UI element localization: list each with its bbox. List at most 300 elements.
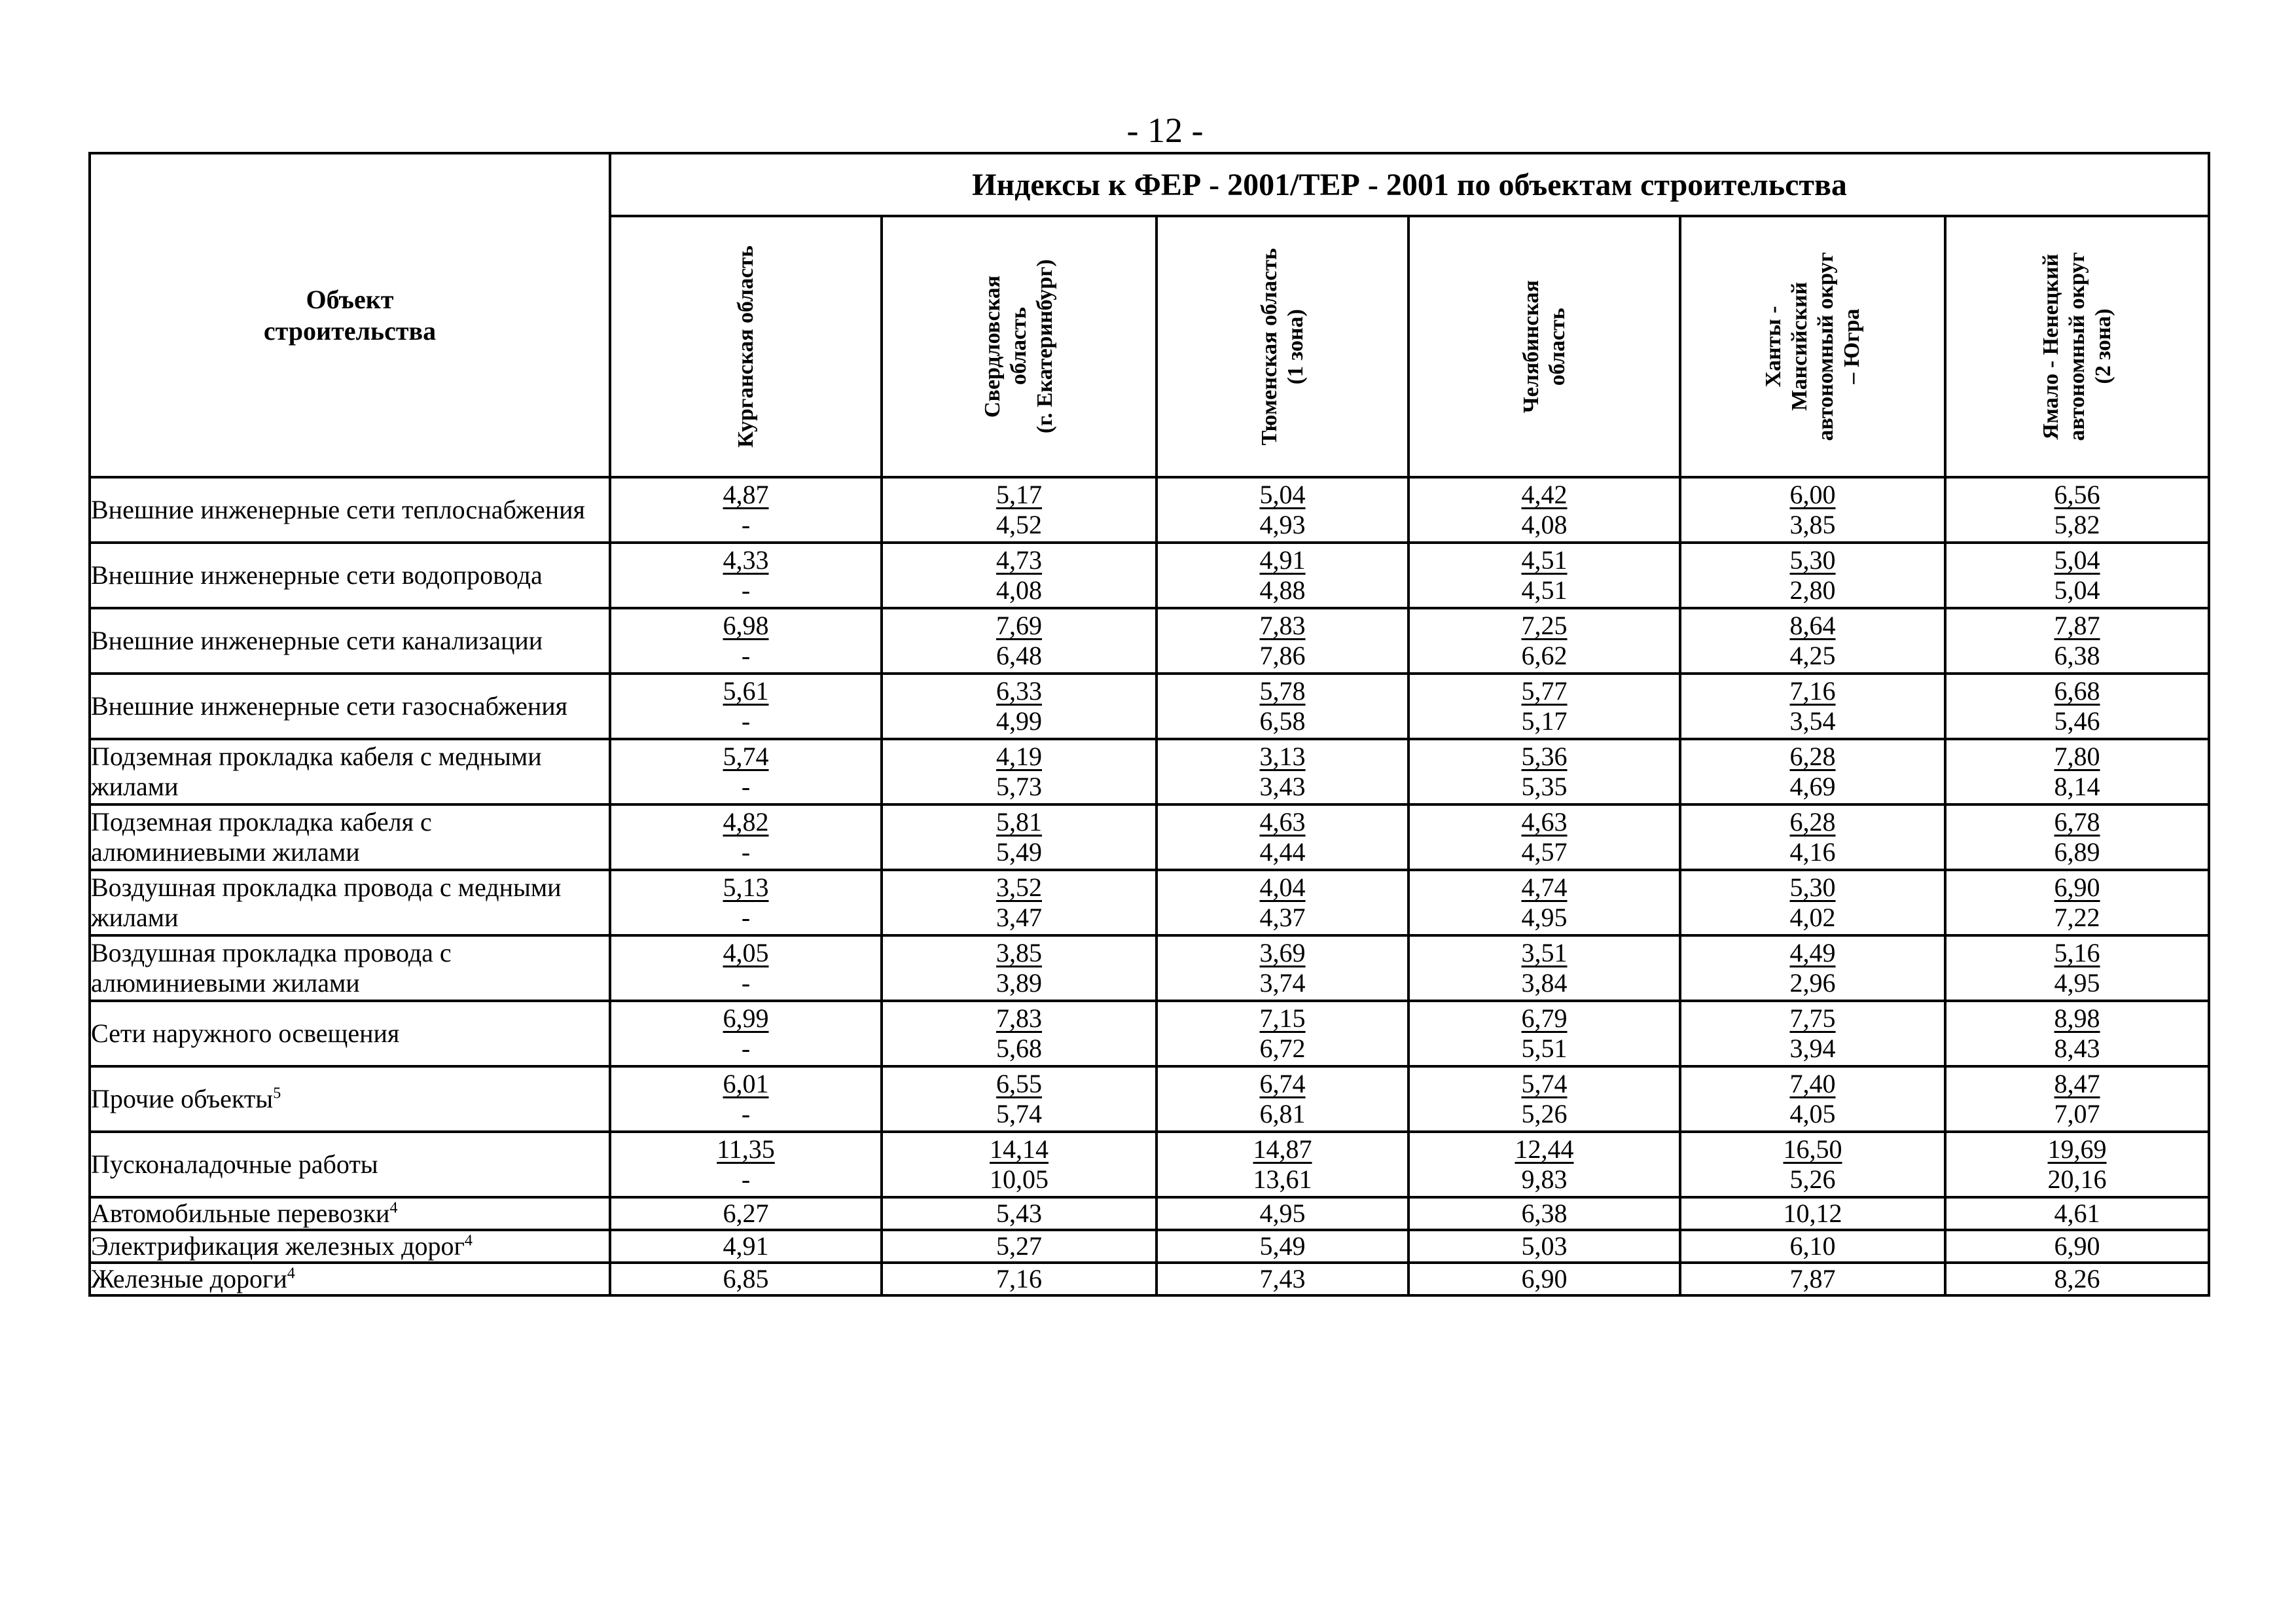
- index-value-bottom: 5,73: [996, 772, 1042, 801]
- object-name: Внешние инженерные сети канализации: [91, 626, 543, 655]
- index-value-top: [883, 676, 1155, 706]
- index-value-top-text: 4,63: [1259, 807, 1306, 837]
- index-value-top: [883, 480, 1155, 510]
- index-value-top-text: 6,33: [996, 676, 1042, 706]
- index-value-top-text: 5,13: [723, 873, 769, 902]
- index-cell: [1157, 1001, 1408, 1066]
- index-value-top-text: 7,25: [1521, 611, 1568, 640]
- index-cell: [882, 739, 1157, 804]
- index-value-top: [611, 742, 880, 772]
- index-value-top-text: 3,51: [1521, 938, 1568, 967]
- table-row: [90, 1263, 2209, 1295]
- index-cell: [1157, 1132, 1408, 1197]
- index-cell: [1680, 935, 1945, 1001]
- index-cell: [882, 870, 1157, 935]
- index-value-top-text: 5,61: [723, 676, 769, 706]
- index-value-top-text: 6,79: [1521, 1003, 1568, 1033]
- index-value-top-text: 6,90: [2054, 873, 2100, 902]
- index-value-top: [1410, 873, 1679, 903]
- object-name: Воздушная прокладка провода с алюминиевыми жилами: [91, 938, 452, 998]
- index-cell: [1680, 674, 1945, 739]
- index-value-bottom: 5,68: [996, 1034, 1042, 1063]
- index-cell: [1157, 1066, 1408, 1132]
- index-value-bottom: 4,44: [1259, 837, 1306, 867]
- index-cell: [1408, 1132, 1680, 1197]
- index-cell: [1157, 674, 1408, 739]
- index-cell: 4,61: [1945, 1197, 2209, 1230]
- index-cell: 5,43: [882, 1197, 1157, 1230]
- index-value-top: [1410, 1003, 1679, 1034]
- index-value-top: [1410, 807, 1679, 837]
- index-value-top: [1681, 1003, 1944, 1034]
- index-value-top-text: 5,30: [1789, 545, 1836, 575]
- index-value-bottom: 4,16: [1789, 837, 1836, 867]
- index-value-top-text: 8,64: [1789, 611, 1836, 640]
- index-cell: [610, 543, 882, 608]
- index-value-bottom: 13,61: [1253, 1164, 1312, 1194]
- index-value-top-text: 4,19: [996, 742, 1042, 771]
- table-row: [90, 1230, 2209, 1263]
- index-cell: [610, 935, 882, 1001]
- index-value-top-text: 5,78: [1259, 676, 1306, 706]
- index-value-top-text: 7,15: [1259, 1003, 1306, 1033]
- object-name: Подземная прокладка кабеля с алюминиевыми жилами: [91, 807, 432, 867]
- index-value-top: [1946, 1069, 2208, 1099]
- object-column-header: [90, 153, 610, 477]
- index-value-top-text: 14,87: [1253, 1134, 1312, 1164]
- index-value-bottom: 6,81: [1259, 1099, 1306, 1128]
- index-value-bottom: 6,72: [1259, 1034, 1306, 1063]
- index-cell: [1157, 870, 1408, 935]
- region-header: [1408, 216, 1680, 477]
- object-name: Воздушная прокладка провода с медными жилами: [91, 873, 562, 932]
- index-value-bottom: -: [741, 1099, 751, 1128]
- index-value-bottom: 5,82: [2054, 510, 2100, 539]
- table-title: Индексы к ФЕР - 2001/ТЕР - 2001 по объектам строительства: [610, 153, 2209, 216]
- index-value-top-text: 5,17: [996, 480, 1042, 509]
- index-value-top: [611, 938, 880, 968]
- index-value-bottom: 4,95: [1521, 903, 1568, 932]
- index-value-top-text: 5,77: [1521, 676, 1568, 706]
- index-value-bottom: 8,14: [2054, 772, 2100, 801]
- index-cell: [1408, 739, 1680, 804]
- object-name-cell: [90, 739, 610, 804]
- index-value-bottom: 7,07: [2054, 1099, 2100, 1128]
- index-value-bottom: 4,08: [1521, 510, 1568, 539]
- index-value-top-text: 6,98: [723, 611, 769, 640]
- index-cell: [610, 1066, 882, 1132]
- table-row: [90, 543, 2209, 608]
- object-name-cell: [90, 1066, 610, 1132]
- index-value-top-text: 4,04: [1259, 873, 1306, 902]
- object-name: Внешние инженерные сети водопровода: [91, 560, 543, 590]
- index-value-bottom: 4,99: [996, 706, 1042, 736]
- index-value-top-text: 7,75: [1789, 1003, 1836, 1033]
- index-value-top-text: 8,98: [2054, 1003, 2100, 1033]
- index-value-top-text: 5,16: [2054, 938, 2100, 967]
- object-header-text: Объект строительства: [263, 284, 437, 346]
- index-value-top-text: 7,40: [1789, 1069, 1836, 1098]
- index-cell: 10,12: [1680, 1197, 1945, 1230]
- index-value-bottom: 4,37: [1259, 903, 1306, 932]
- table-row: [90, 477, 2209, 543]
- index-value-top: [1410, 676, 1679, 706]
- index-value-top: [883, 873, 1155, 903]
- index-value-bottom: 5,17: [1521, 706, 1568, 736]
- index-value-top: [1946, 480, 2208, 510]
- index-value-top-text: 4,51: [1521, 545, 1568, 575]
- index-value-top: [1681, 1134, 1944, 1164]
- index-value-top-text: 4,49: [1789, 938, 1836, 967]
- index-cell: [1408, 870, 1680, 935]
- index-value-top: [1410, 938, 1679, 968]
- table-body: [90, 477, 2209, 1295]
- index-cell: [1680, 804, 1945, 870]
- index-value-bottom: 4,02: [1789, 903, 1836, 932]
- object-name: Сети наружного освещения: [91, 1019, 400, 1048]
- page-number: - 12 -: [1126, 111, 1204, 150]
- index-cell: [1680, 1001, 1945, 1066]
- index-value-bottom: -: [741, 1164, 751, 1194]
- index-cell: [1680, 1132, 1945, 1197]
- index-value-top: [611, 807, 880, 837]
- index-cell: 5,03: [1408, 1230, 1680, 1263]
- index-cell: 7,16: [882, 1263, 1157, 1295]
- index-value-top-text: 3,85: [996, 938, 1042, 967]
- index-cell: [610, 674, 882, 739]
- table-row: [90, 1197, 2209, 1230]
- index-value-top: [883, 807, 1155, 837]
- footnote-mark: 4: [389, 1199, 398, 1217]
- index-value-top: [883, 938, 1155, 968]
- index-cell: [1157, 477, 1408, 543]
- index-cell: 4,91: [610, 1230, 882, 1263]
- index-value-bottom: 7,22: [2054, 903, 2100, 932]
- index-value-bottom: 6,58: [1259, 706, 1306, 736]
- table-row: [90, 935, 2209, 1001]
- region-header: [1157, 216, 1408, 477]
- index-cell: 6,90: [1945, 1230, 2209, 1263]
- index-cell: [882, 804, 1157, 870]
- index-cell: [1945, 935, 2209, 1001]
- index-value-top-text: 4,91: [1259, 545, 1306, 575]
- index-cell: [610, 1132, 882, 1197]
- index-value-top-text: 4,33: [723, 545, 769, 575]
- index-cell: [882, 1132, 1157, 1197]
- index-value-top: [1681, 1069, 1944, 1099]
- index-value-bottom: 5,26: [1521, 1099, 1568, 1128]
- index-value-top-text: 6,68: [2054, 676, 2100, 706]
- index-value-top: [611, 1069, 880, 1099]
- index-value-top-text: 5,04: [2054, 545, 2100, 575]
- index-cell: [1945, 739, 2209, 804]
- index-value-top: [1158, 545, 1407, 575]
- index-value-top: [1410, 1069, 1679, 1099]
- index-value-bottom: 2,96: [1789, 968, 1836, 998]
- index-value-top: [1946, 742, 2208, 772]
- index-value-bottom: 10,05: [990, 1164, 1049, 1194]
- footnote-mark: 5: [273, 1085, 281, 1102]
- index-value-bottom: 4,93: [1259, 510, 1306, 539]
- object-name: Железные дороги: [91, 1264, 287, 1293]
- index-value-top: [1410, 1134, 1679, 1164]
- index-cell: [1680, 739, 1945, 804]
- index-value-top-text: 5,74: [1521, 1069, 1568, 1098]
- object-name-cell: [90, 1001, 610, 1066]
- index-cell: [1157, 804, 1408, 870]
- index-value-top: [1158, 1134, 1407, 1164]
- index-value-bottom: 3,43: [1259, 772, 1306, 801]
- index-value-bottom: 6,62: [1521, 641, 1568, 670]
- index-value-top-text: 5,30: [1789, 873, 1836, 902]
- index-value-top: [1410, 545, 1679, 575]
- index-value-top: [1946, 1003, 2208, 1034]
- index-value-bottom: 4,57: [1521, 837, 1568, 867]
- index-value-top: [611, 611, 880, 641]
- index-value-bottom: 6,48: [996, 641, 1042, 670]
- footnote-mark: 4: [464, 1232, 473, 1250]
- index-value-top: [611, 480, 880, 510]
- region-header: [610, 216, 882, 477]
- index-value-bottom: 5,04: [2054, 575, 2100, 605]
- index-value-top: [1410, 480, 1679, 510]
- index-value-bottom: 6,38: [2054, 641, 2100, 670]
- index-value-bottom: -: [741, 575, 751, 605]
- index-cell: [1408, 935, 1680, 1001]
- index-value-top: [1681, 742, 1944, 772]
- region-header-label: Тюменская область (1 зона): [1257, 247, 1308, 446]
- index-cell: [610, 608, 882, 674]
- table-row: [90, 674, 2209, 739]
- index-value-top: [883, 742, 1155, 772]
- index-value-top-text: 4,73: [996, 545, 1042, 575]
- index-cell: 6,27: [610, 1197, 882, 1230]
- object-name: Подземная прокладка кабеля с медными жилами: [91, 742, 542, 801]
- index-value-bottom: 5,51: [1521, 1034, 1568, 1063]
- index-value-top: [611, 1003, 880, 1034]
- table-row: [90, 608, 2209, 674]
- index-value-bottom: 5,46: [2054, 706, 2100, 736]
- index-value-bottom: 4,95: [2054, 968, 2100, 998]
- index-value-top: [1681, 611, 1944, 641]
- index-value-top-text: 4,74: [1521, 873, 1568, 902]
- index-cell: [1945, 477, 2209, 543]
- index-value-bottom: -: [741, 510, 751, 539]
- table-row: [90, 870, 2209, 935]
- index-cell: 6,85: [610, 1263, 882, 1295]
- index-value-top: [1946, 938, 2208, 968]
- index-value-top: [883, 545, 1155, 575]
- index-value-top-text: 3,13: [1259, 742, 1306, 771]
- index-value-top: [1946, 873, 2208, 903]
- index-cell: [1945, 1066, 2209, 1132]
- index-value-top: [883, 611, 1155, 641]
- index-cell: [1945, 608, 2209, 674]
- index-value-top-text: 12,44: [1515, 1134, 1574, 1164]
- index-cell: [882, 543, 1157, 608]
- index-value-top: [1158, 1003, 1407, 1034]
- index-value-top-text: 3,69: [1259, 938, 1306, 967]
- index-value-top-text: 14,14: [990, 1134, 1049, 1164]
- index-cell: [882, 1001, 1157, 1066]
- index-cell: 7,87: [1680, 1263, 1945, 1295]
- index-value-top: [1158, 1069, 1407, 1099]
- index-value-top-text: 6,01: [723, 1069, 769, 1098]
- index-value-top: [1946, 611, 2208, 641]
- index-value-bottom: 4,69: [1789, 772, 1836, 801]
- index-value-top-text: 5,81: [996, 807, 1042, 837]
- index-cell: [1157, 739, 1408, 804]
- index-value-bottom: 7,86: [1259, 641, 1306, 670]
- index-cell: [1680, 608, 1945, 674]
- object-name-cell: [90, 804, 610, 870]
- index-value-top-text: 11,35: [717, 1134, 775, 1164]
- index-cell: [882, 1066, 1157, 1132]
- index-cell: [1680, 477, 1945, 543]
- index-cell: 5,49: [1157, 1230, 1408, 1263]
- index-value-top-text: 16,50: [1783, 1134, 1842, 1164]
- object-name-cell: [90, 1197, 610, 1230]
- index-cell: [882, 674, 1157, 739]
- index-value-top: [1946, 545, 2208, 575]
- index-value-top: [1681, 807, 1944, 837]
- index-cell: [610, 804, 882, 870]
- index-cell: [1945, 1001, 2209, 1066]
- region-header: [1680, 216, 1945, 477]
- index-value-bottom: -: [741, 837, 751, 867]
- index-cell: [1157, 543, 1408, 608]
- index-cell: [882, 935, 1157, 1001]
- object-name-cell: [90, 608, 610, 674]
- index-value-top-text: 3,52: [996, 873, 1042, 902]
- index-value-bottom: 3,47: [996, 903, 1042, 932]
- region-header-label: Челябинская область: [1518, 280, 1570, 414]
- index-cell: 6,38: [1408, 1197, 1680, 1230]
- index-value-bottom: 3,89: [996, 968, 1042, 998]
- index-value-top: [1681, 676, 1944, 706]
- index-value-top: [1158, 807, 1407, 837]
- index-value-bottom: 8,43: [2054, 1034, 2100, 1063]
- index-cell: [1680, 1066, 1945, 1132]
- index-value-top-text: 7,16: [1789, 676, 1836, 706]
- object-name: Внешние инженерные сети газоснабжения: [91, 691, 568, 721]
- index-value-bottom: 3,84: [1521, 968, 1568, 998]
- index-value-bottom: 4,52: [996, 510, 1042, 539]
- index-cell: [1945, 543, 2209, 608]
- table-row: [90, 1066, 2209, 1132]
- table-row: [90, 1132, 2209, 1197]
- index-value-bottom: 4,05: [1789, 1099, 1836, 1128]
- index-value-bottom: -: [741, 968, 751, 998]
- index-value-bottom: -: [741, 772, 751, 801]
- index-value-bottom: 5,74: [996, 1099, 1042, 1128]
- region-header-label: Ямало - Ненецкий автономный округ (2 зона): [2038, 252, 2115, 441]
- index-value-top-text: 7,83: [1259, 611, 1306, 640]
- index-value-top: [1681, 873, 1944, 903]
- index-value-top: [1681, 480, 1944, 510]
- index-value-top: [883, 1069, 1155, 1099]
- index-cell: [1680, 543, 1945, 608]
- index-cell: [882, 477, 1157, 543]
- object-name: Внешние инженерные сети теплоснабжения: [91, 495, 585, 524]
- index-value-top: [883, 1134, 1155, 1164]
- index-value-bottom: 2,80: [1789, 575, 1836, 605]
- index-value-top-text: 6,78: [2054, 807, 2100, 837]
- index-value-top-text: 7,83: [996, 1003, 1042, 1033]
- index-value-top: [1681, 545, 1944, 575]
- index-value-bottom: 5,26: [1789, 1164, 1836, 1194]
- object-name: Автомобильные перевозки: [91, 1199, 390, 1228]
- index-cell: [1408, 543, 1680, 608]
- object-name-cell: [90, 1230, 610, 1263]
- index-value-top: [1946, 807, 2208, 837]
- index-value-bottom: -: [741, 903, 751, 932]
- index-value-bottom: 3,94: [1789, 1034, 1836, 1063]
- table-row: [90, 739, 2209, 804]
- index-value-top: [1158, 480, 1407, 510]
- index-value-top: [611, 1134, 880, 1164]
- object-name: Прочие объекты: [91, 1084, 274, 1113]
- index-cell: [1945, 870, 2209, 935]
- object-name-cell: [90, 870, 610, 935]
- index-value-top: [1946, 1134, 2208, 1164]
- index-value-bottom: -: [741, 1034, 751, 1063]
- index-value-top: [1946, 676, 2208, 706]
- index-cell: [610, 739, 882, 804]
- index-value-top-text: 5,04: [1259, 480, 1306, 509]
- index-value-bottom: 5,49: [996, 837, 1042, 867]
- index-cell: [610, 870, 882, 935]
- index-value-top-text: 6,28: [1789, 742, 1836, 771]
- index-cell: [1157, 608, 1408, 674]
- index-value-bottom: 6,89: [2054, 837, 2100, 867]
- object-name: Электрификация железных дорог: [91, 1231, 465, 1261]
- index-value-top-text: 8,47: [2054, 1069, 2100, 1098]
- index-value-top: [611, 545, 880, 575]
- index-value-bottom: 4,51: [1521, 575, 1568, 605]
- index-cell: 4,95: [1157, 1197, 1408, 1230]
- table-row: [90, 804, 2209, 870]
- index-value-top-text: 6,28: [1789, 807, 1836, 837]
- index-value-top-text: 7,87: [2054, 611, 2100, 640]
- index-cell: 6,10: [1680, 1230, 1945, 1263]
- index-value-top-text: 6,74: [1259, 1069, 1306, 1098]
- index-value-top-text: 7,69: [996, 611, 1042, 640]
- index-value-bottom: 4,08: [996, 575, 1042, 605]
- object-name-cell: [90, 935, 610, 1001]
- region-header-label: Ханты - Мансийский автономный округ – Югра: [1761, 252, 1864, 441]
- index-value-top: [1681, 938, 1944, 968]
- index-value-top-text: 4,82: [723, 807, 769, 837]
- index-value-top-text: 4,63: [1521, 807, 1568, 837]
- object-name-cell: [90, 543, 610, 608]
- index-value-top: [1158, 676, 1407, 706]
- index-value-top-text: 5,74: [723, 742, 769, 771]
- index-value-bottom: -: [741, 706, 751, 736]
- index-value-top: [611, 873, 880, 903]
- index-value-bottom: 20,16: [2047, 1164, 2107, 1194]
- region-header-label: Курганская область: [733, 245, 758, 448]
- index-cell: 8,26: [1945, 1263, 2209, 1295]
- index-value-top-text: 6,56: [2054, 480, 2100, 509]
- index-value-top: [1158, 742, 1407, 772]
- index-cell: 6,90: [1408, 1263, 1680, 1295]
- index-value-top: [1410, 611, 1679, 641]
- index-value-top-text: 7,80: [2054, 742, 2100, 771]
- index-value-top-text: 4,87: [723, 480, 769, 509]
- index-value-bottom: 4,25: [1789, 641, 1836, 670]
- index-value-top-text: 4,05: [723, 938, 769, 967]
